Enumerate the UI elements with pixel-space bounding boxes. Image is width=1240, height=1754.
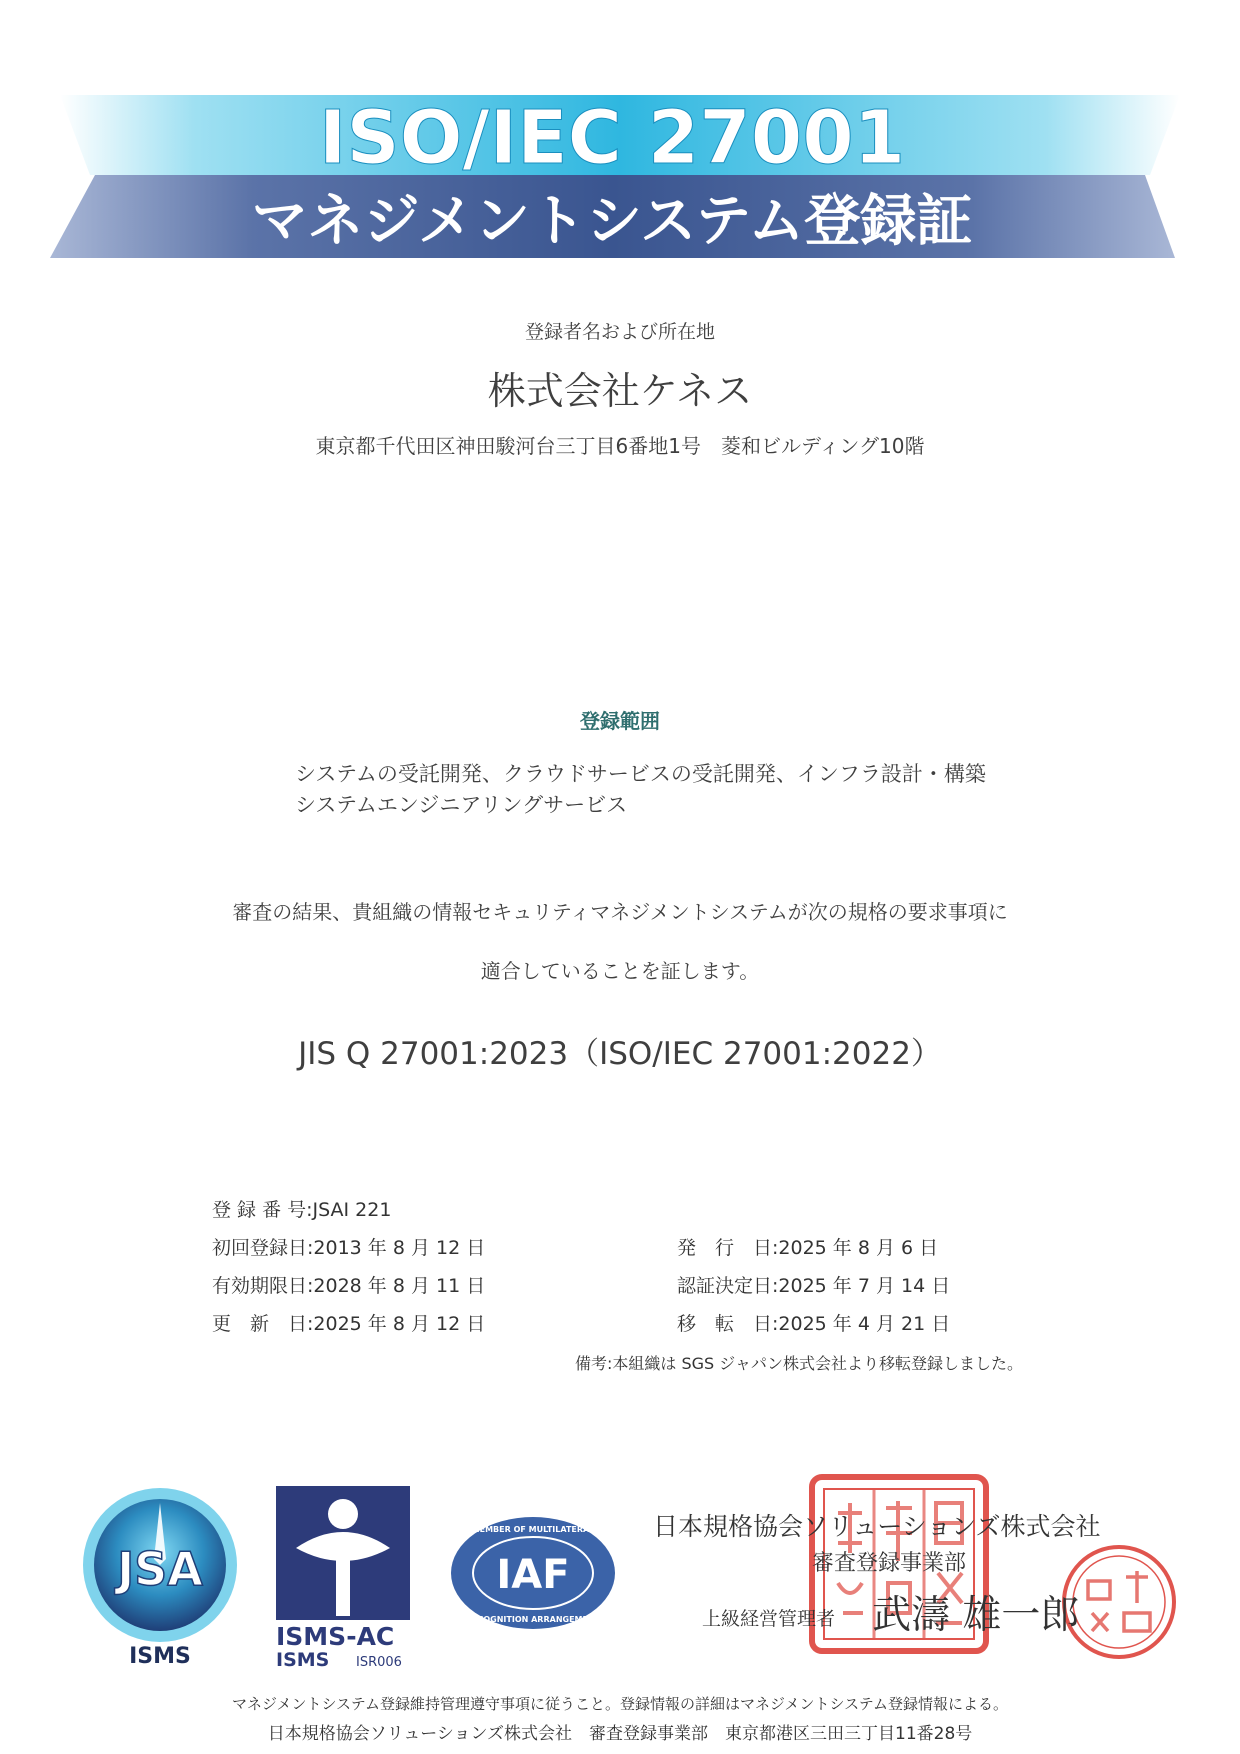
iaf-logo [448, 1514, 618, 1632]
transfer-row [677, 1309, 950, 1336]
isms-ac-logo [276, 1486, 410, 1668]
certificate-title: ISO/IEC 27001 [318, 95, 906, 181]
isms-ac-logo-text: ISMS-AC [276, 1622, 395, 1651]
renewal-label: 更 新 日 [212, 1313, 308, 1335]
reg-no-label: 登 録 番 号 [212, 1199, 307, 1221]
standard-name: JIS Q 27001:2023（ISO/IEC 27001:2022） [298, 1036, 942, 1072]
transfer-label: 移 転 日 [677, 1313, 773, 1335]
statement-line-1: 審査の結果、貴組織の情報セキュリティマネジメントシステムが次の規格の要求事項に [232, 900, 1008, 924]
reg-no-value: :JSAI 221 [306, 1199, 392, 1221]
issue-row [677, 1233, 938, 1260]
first-reg-row [212, 1233, 485, 1260]
renewal-value: :2025 年 8 月 12 日 [307, 1313, 486, 1335]
issuer-company: 日本規格協会ソリューションズ株式会社 [653, 1512, 1101, 1541]
reg-no-row [212, 1195, 391, 1222]
decision-value: :2025 年 7 月 14 日 [772, 1275, 951, 1297]
iaf-ring-bottom: RECOGNITION ARRANGEMENT [465, 1615, 601, 1624]
registrant-label: 登録者名および所在地 [524, 321, 715, 343]
footer-line-1: マネジメントシステム登録維持管理遵守事項に従うこと。登録情報の詳細はマネジメントシステム登録情報による。 [231, 1695, 1009, 1713]
iaf-logo-text: IAF [496, 1552, 570, 1598]
decision-row [677, 1271, 950, 1298]
registrant-address: 東京都千代田区神田駿河台三丁目6番地1号 菱和ビルディング10階 [315, 434, 925, 458]
expiry-label: 有効期限日 [212, 1275, 308, 1297]
certificate-subtitle: マネジメントシステム登録証 [251, 189, 973, 254]
first-reg-label: 初回登録日 [212, 1237, 308, 1259]
expiry-row [212, 1271, 485, 1298]
iaf-ring-top: MEMBER OF MULTILATERAL [471, 1525, 595, 1534]
issue-label: 発 行 日 [677, 1237, 773, 1259]
signer-title: 上級経営管理者 [702, 1608, 836, 1630]
isms-ac-logo-code: ISR006 [356, 1655, 402, 1668]
jsa-logo-text: JSA [117, 1542, 203, 1596]
isms-ac-logo-sub: ISMS [276, 1649, 330, 1668]
renewal-row [212, 1309, 485, 1336]
footer-line-2: 日本規格協会ソリューションズ株式会社 審査登録事業部 東京都港区三田三丁目11番28号 [267, 1724, 973, 1744]
decision-label: 認証決定日 [677, 1275, 773, 1297]
issuer-department: 審査登録事業部 [812, 1551, 967, 1576]
scope-line-1: システムの受託開発、クラウドサービスの受託開発、インフラ設計・構築 [295, 762, 986, 786]
title-banner [0, 0, 1240, 270]
issue-value: :2025 年 8 月 6 日 [772, 1237, 939, 1259]
remark: 備考:本組織は SGS ジャパン株式会社より移転登録しました。 [575, 1354, 1023, 1373]
registrant-name: 株式会社ケネス [487, 369, 753, 413]
signer-name: 武濤 雄一郎 [872, 1593, 1080, 1638]
jsa-isms-logo [80, 1485, 240, 1670]
statement-line-2: 適合していることを証します。 [480, 959, 760, 983]
first-reg-value: :2013 年 8 月 12 日 [307, 1237, 486, 1259]
jsa-logo-caption: ISMS [129, 1644, 191, 1669]
scope-label: 登録範囲 [580, 709, 660, 733]
details-block [212, 1195, 1062, 1355]
expiry-value: :2028 年 8 月 11 日 [307, 1275, 486, 1297]
transfer-value: :2025 年 4 月 21 日 [772, 1313, 951, 1335]
scope-line-2: システムエンジニアリングサービス [295, 793, 628, 817]
